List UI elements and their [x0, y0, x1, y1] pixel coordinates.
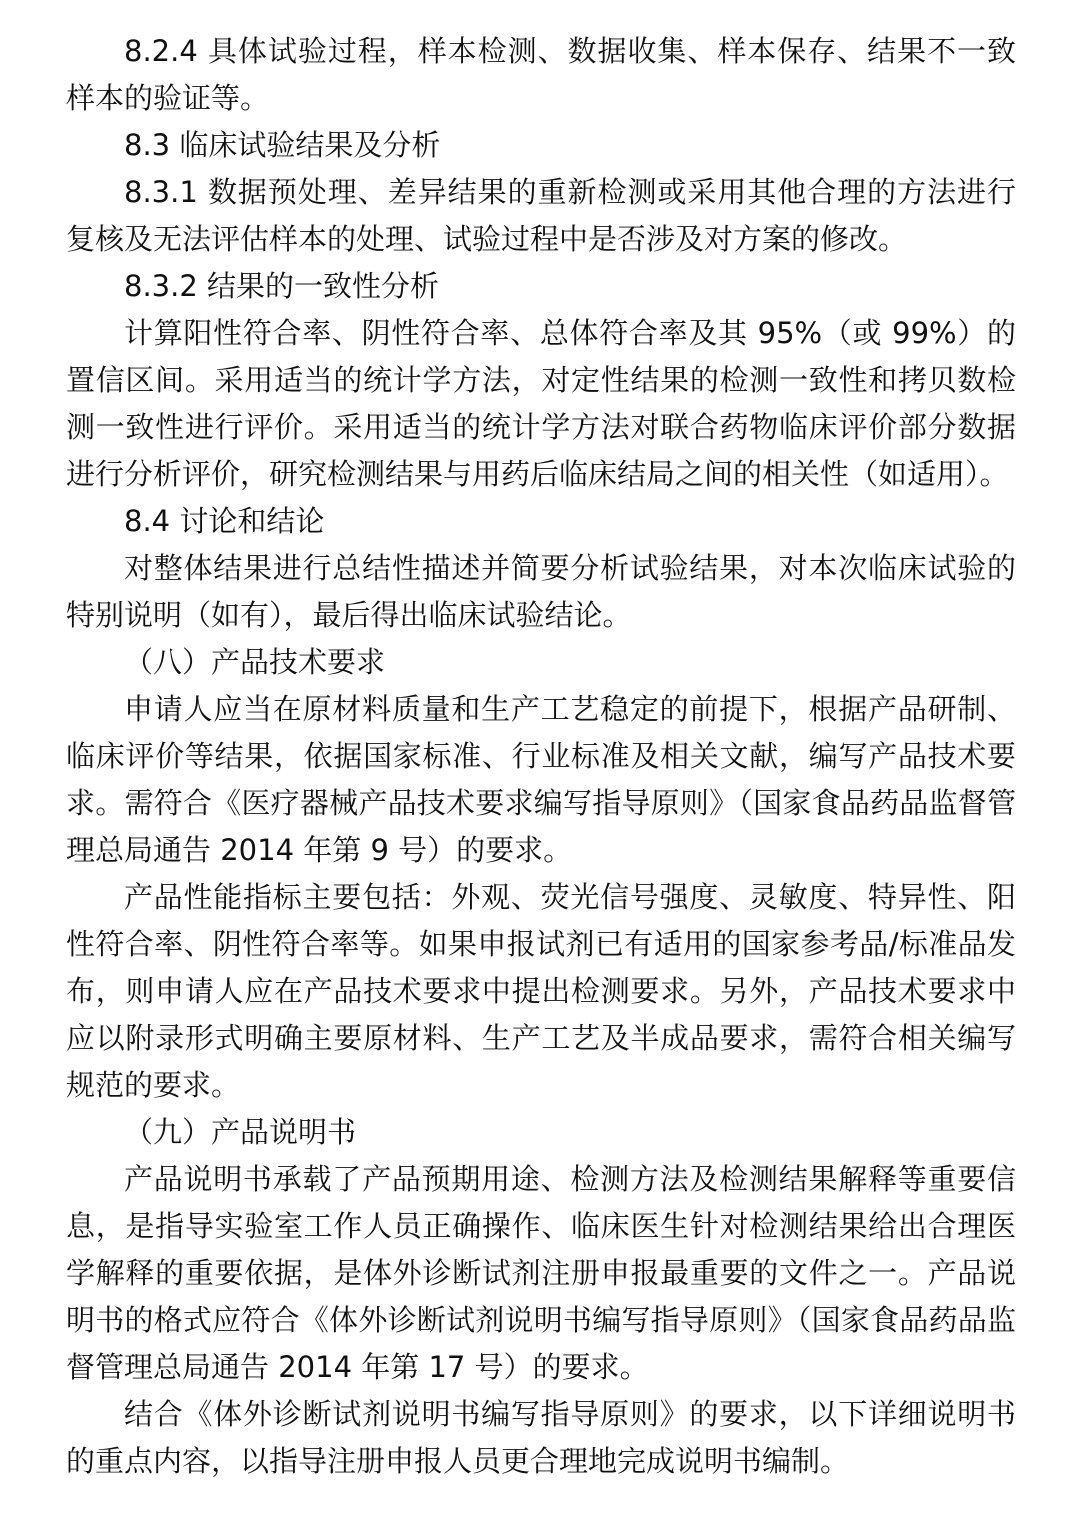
heading-section-9: （九）产品说明书 — [124, 1115, 357, 1149]
paragraph-performance-indicators: 产品性能指标主要包括：外观、荧光信号强度、灵敏度、特异性、阳性符合率、阴性符合率等。如果申报试剂已有适用的国家参考品/标准品发布，则申请人应在产品技术要求中提出检测要求。另外，产品技术要求中应以附录形式明确主要原材料、生产工艺及半成品要求，需符合相关编写规范的要求。 — [66, 880, 1016, 1102]
heading-section-8: （八）产品技术要求 — [124, 645, 386, 679]
paragraph-8-2-4: 8.2.4 具体试验过程，样本检测、数据收集、样本保存、结果不一致样本的验证等。 — [66, 34, 1016, 115]
paragraph-tech-requirements: 申请人应当在原材料质量和生产工艺稳定的前提下，根据产品研制、临床评价等结果，依据国家标准、行业标准及相关文献，编写产品技术要求。需符合《医疗器械产品技术要求编写指导原则》（国家食品药品监督管理总局通告 2014 年第 9 号）的要求。 — [66, 692, 1016, 867]
heading-8-3: 8.3 临床试验结果及分析 — [124, 128, 441, 162]
paragraph-discussion: 对整体结果进行总结性描述并简要分析试验结果，对本次临床试验的特别说明（如有），最后得出临床试验结论。 — [66, 551, 1016, 632]
paragraph-instructions: 产品说明书承载了产品预期用途、检测方法及检测结果解释等重要信息，是指导实验室工作人员正确操作、临床医生针对检测结果给出合理医学解释的重要依据，是体外诊断试剂注册申报最重要的文件之一。产品说明书的格式应符合《体外诊断试剂说明书编写指导原则》（国家食品药品监督管理总局通告 2014 年第 17 号）的要求。 — [66, 1162, 1016, 1384]
paragraph-instructions-key-content: 结合《体外诊断试剂说明书编写指导原则》的要求，以下详细说明书的重点内容，以指导注册申报人员更合理地完成说明书编制。 — [66, 1397, 1016, 1478]
paragraph-8-3-1: 8.3.1 数据预处理、差异结果的重新检测或采用其他合理的方法进行复核及无法评估样本的处理、试验过程中是否涉及对方案的修改。 — [66, 175, 1016, 256]
document-body — [66, 28, 1016, 1485]
heading-8-3-2: 8.3.2 结果的一致性分析 — [124, 269, 440, 303]
paragraph-consistency-analysis: 计算阳性符合率、阴性符合率、总体符合率及其 95%（或 99%）的置信区间。采用适当的统计学方法，对定性结果的检测一致性和拷贝数检测一致性进行评价。采用适当的统计学方法对联合药物临床评价部分数据进行分析评价，研究检测结果与用药后临床结局之间的相关性（如适用）。 — [66, 316, 1016, 491]
heading-8-4: 8.4 讨论和结论 — [124, 504, 325, 538]
